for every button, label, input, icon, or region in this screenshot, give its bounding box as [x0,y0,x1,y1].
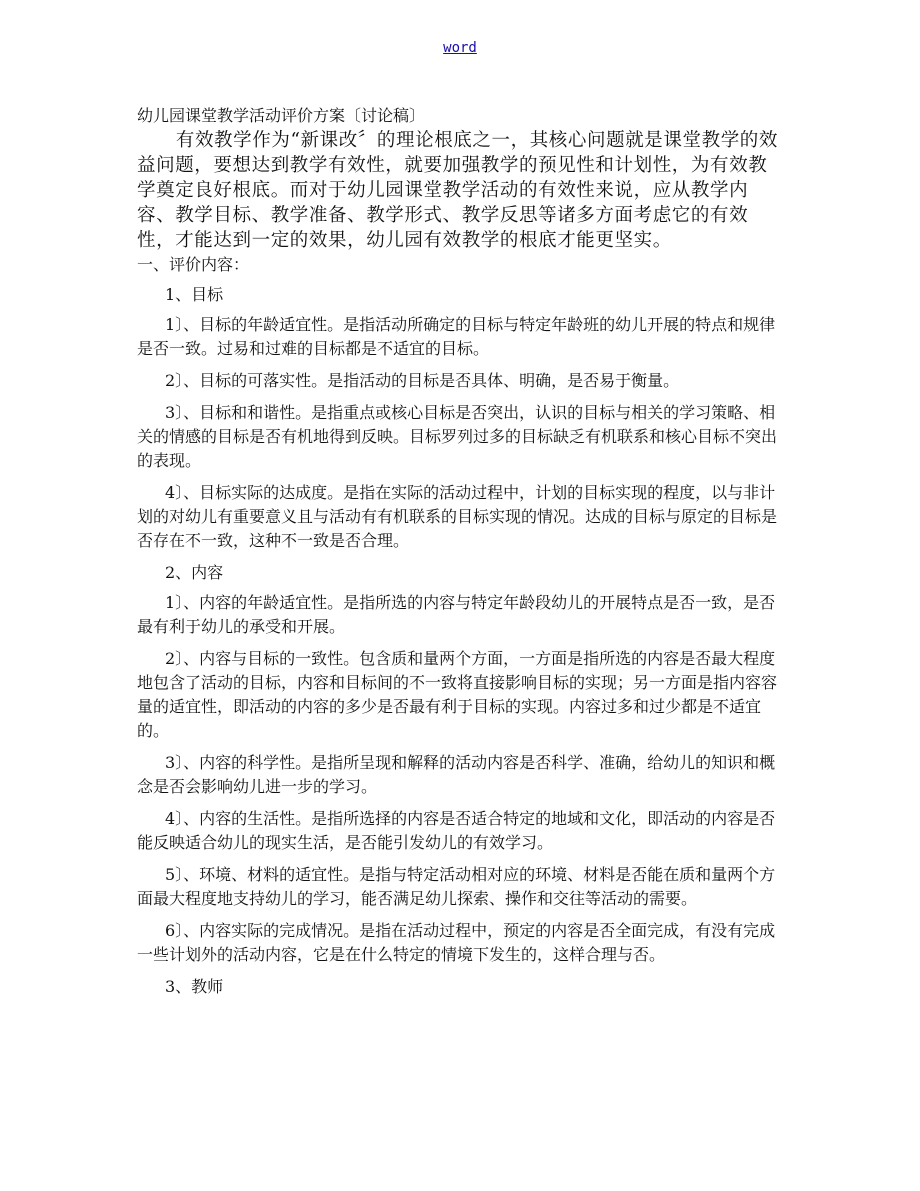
subheading-teacher: 3、教师 [165,977,224,996]
intro-paragraph: 有效教学作为“新课改〞的理论根底之一，其核心问题就是课堂教学的效益问题，要想达到教学有效性，就要加强教学的预见性和计划性，为有效教学奠定良好根底。而对于幼儿园课堂教学活动的有效性来说，应从教学内容、教学目标、教学准备、教学形式、教学反思等诸多方面考虑它的有效性，才能达到一定的效果，幼儿园有效教学的根底才能更坚实。 [137,130,779,251]
goal-item: 3〕、目标和和谐性。是指重点或核心目标是否突出，认识的目标与相关的学习策略、相关的情感的目标是否有机地得到反映。目标罗列过多的目标缺乏有机联系和核心目标不突出的表现。 [137,403,778,470]
header-word-link[interactable]: word [443,40,477,56]
content-item: 1〕、内容的年龄适宜性。是指所选的内容与特定年龄段幼儿的开展特点是否一致，是否最有利于幼儿的承受和开展。 [137,593,776,636]
content-item: 6〕、内容实际的完成情况。是指在活动过程中，预定的内容是否全面完成，有没有完成一些计划外的活动内容，它是在什么特定的情境下发生的，这样合理与否。 [137,921,776,964]
section-heading-evaluation-content: 一、评价内容： [137,255,250,274]
content-item: 3〕、内容的科学性。是指所呈现和解释的活动内容是否科学、准确，给幼儿的知识和概念是否会影响幼儿进一步的学习。 [137,753,776,796]
content-item: 5〕、环境、材料的适宜性。是指与特定活动相对应的环境、材料是否能在质和量两个方面最大程度地支持幼儿的学习，能否满足幼儿探索、操作和交往等活动的需要。 [137,865,776,908]
subheading-goals: 1、目标 [165,285,224,304]
content-item: 4〕、内容的生活性。是指所选择的内容是否适合特定的地域和文化，即活动的内容是否能反映适合幼儿的现实生活，是否能引发幼儿的有效学习。 [137,809,776,852]
goal-item: 2〕、目标的可落实性。是指活动的目标是否具体、明确，是否易于衡量。 [165,371,680,390]
goal-item: 1〕、目标的年龄适宜性。是指活动所确定的目标与特定年龄班的幼儿开展的特点和规律是否一致。过易和过难的目标都是不适宜的目标。 [137,315,776,358]
document-title: 幼儿园课堂教学活动评价方案〔讨论稿〕 [137,106,426,125]
content-item: 2〕、内容与目标的一致性。包含质和量两个方面，一方面是指所选的内容是否最大程度地包含了活动的目标，内容和目标间的不一致将直接影响目标的实现；另一方面是指内容容量的适宜性，即活动的内容的多少是否最有利于目标的实现。内容过多和过少都是不适宜的。 [137,649,778,740]
subheading-content: 2、内容 [165,563,224,582]
document-body [137,104,785,1005]
goal-item: 4〕、目标实际的达成度。是指在实际的活动过程中，计划的目标实现的程度，以与非计划的对幼儿有重要意义且与活动有有机联系的目标实现的情况。达成的目标与原定的目标是否存在不一致，这种不一致是否合理。 [137,483,778,550]
